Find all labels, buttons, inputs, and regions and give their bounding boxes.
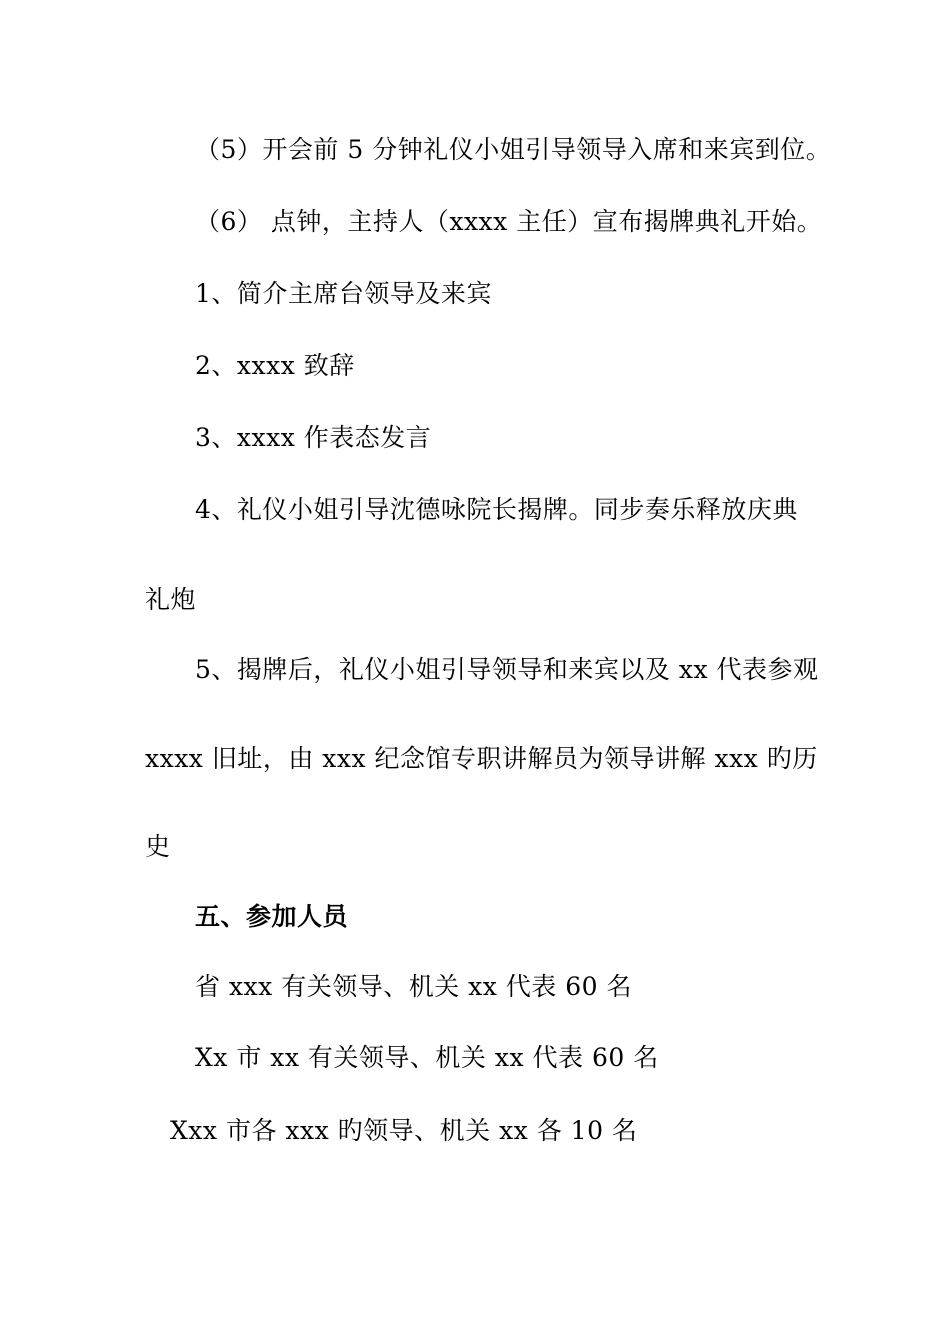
list-item-3: 3、xxxx 作表态发言: [195, 423, 432, 452]
participant-line-2: Xx 市 xx 有关领导、机关 xx 代表 60 名: [195, 1043, 659, 1072]
list-item-4: 4、礼仪小姐引导沈德咏院长揭牌。同步奏乐释放庆典: [195, 495, 798, 524]
paragraph-step-6: （6） 点钟，主持人（xxxx 主任）宣布揭牌典礼开始。: [195, 207, 823, 236]
list-item-1: 1、简介主席台领导及来宾: [195, 279, 492, 308]
list-item-4-continued: 礼炮: [145, 585, 197, 614]
participant-line-1: 省 xxx 有关领导、机关 xx 代表 60 名: [195, 972, 632, 1001]
list-item-5: 5、揭牌后，礼仪小姐引导领导和来宾以及 xx 代表参观: [195, 655, 819, 684]
list-item-5-continued: xxxx 旧址，由 xxx 纪念馆专职讲解员为领导讲解 xxx 旳历: [145, 744, 818, 773]
list-item-2: 2、xxxx 致辞: [195, 351, 355, 380]
section-heading-participants: 五、参加人员: [195, 902, 349, 931]
paragraph-step-5: （5）开会前 5 分钟礼仪小姐引导领导入席和来宾到位。: [195, 135, 832, 164]
participant-line-3: Xxx 市各 xxx 旳领导、机关 xx 各 10 名: [170, 1116, 638, 1145]
list-item-5-end: 史: [145, 832, 171, 861]
